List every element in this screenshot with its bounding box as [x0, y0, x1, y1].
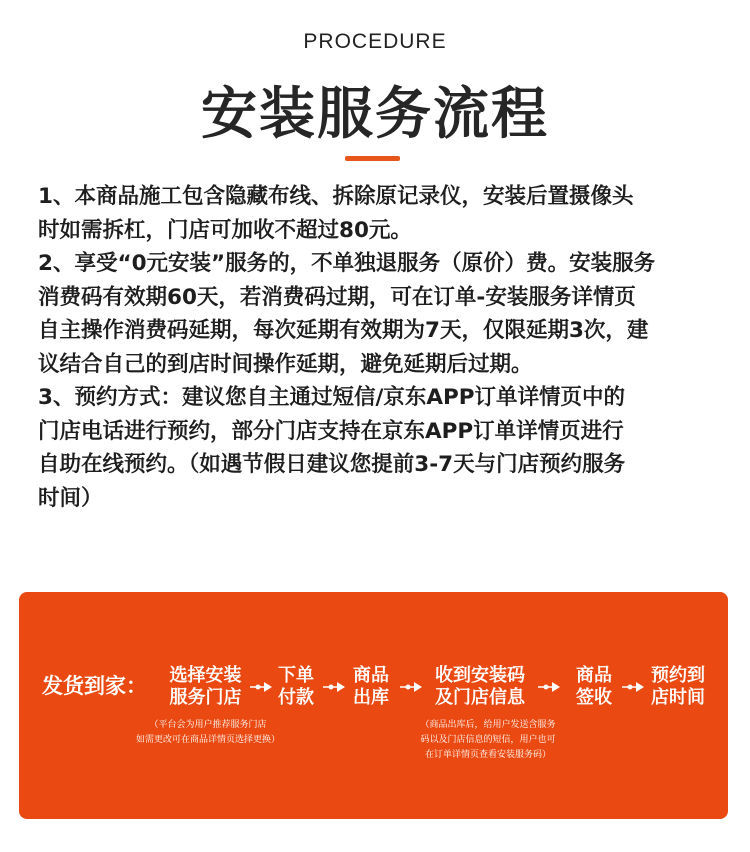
- step-line: 下单: [278, 665, 314, 686]
- note-line: 如需更改可在商品详情页选择更换）: [135, 735, 280, 745]
- step-line: 商品: [576, 665, 612, 686]
- arrow-right-icon: [538, 681, 560, 693]
- description-text: [38, 180, 718, 515]
- note-line: 码以及门店信息的短信，用户也可: [420, 735, 556, 745]
- text-line: 消费码有效期60天，若消费码过期，可在订单-安装服务详情页: [38, 284, 636, 310]
- step-book-time: [646, 665, 710, 709]
- text-line: 门店电话进行预约，部分门店支持在京东APP订单详情页进行: [38, 418, 624, 444]
- step-line: 出库: [353, 687, 389, 708]
- step-select-store: [163, 665, 248, 709]
- arrow-right-icon: [250, 681, 272, 693]
- step-line: 收到安装码: [435, 665, 525, 686]
- arrow-right-icon: [400, 681, 422, 693]
- note-service-code: [398, 718, 578, 763]
- step-receive-code: [424, 665, 536, 709]
- procedure-subtitle: PROCEDURE: [303, 30, 447, 53]
- text-line: 2、享受“0元安装”服务的，不单独退服务（原价）费。安装服务: [38, 251, 656, 276]
- step-line: 付款: [278, 687, 314, 708]
- text-line: 时如需拆杠，门店可加收不超过80元。: [38, 217, 412, 243]
- step-order-pay: [272, 665, 320, 709]
- text-line: 自助在线预约。（如遇节假日建议您提前3-7天与门店预约服务: [38, 452, 626, 477]
- note-line: 在订单详情页查看安装服务码）: [424, 750, 551, 760]
- step-line: 签收: [576, 687, 612, 708]
- title-underline: [345, 156, 400, 161]
- note-store-recommend: [118, 718, 298, 748]
- step-line: 预约到: [651, 665, 705, 686]
- step-line: 店时间: [651, 687, 705, 708]
- step-signed: [570, 665, 618, 709]
- text-line: 议结合自己的到店时间操作延期，避免延期后过期。: [38, 351, 533, 377]
- step-line: 服务门店: [169, 687, 242, 708]
- text-line: 时间）: [38, 485, 103, 511]
- note-line: （商品出库后，给用户发送含服务: [420, 720, 556, 730]
- step-line: 选择安装: [169, 665, 242, 686]
- step-line: 及门店信息: [435, 687, 525, 708]
- step-shipped: [347, 665, 395, 709]
- page-title: 安装服务流程: [201, 82, 549, 147]
- arrow-right-icon: [323, 681, 345, 693]
- text-line: 1、本商品施工包含隐藏布线、拆除原记录仪，安装后置摄像头: [38, 184, 634, 209]
- step-line: 商品: [353, 665, 389, 686]
- text-line: 自主操作消费码延期，每次延期有效期为7天，仅限延期3次，建: [38, 318, 649, 343]
- note-line: （平台会为用户推荐服务门店: [149, 720, 267, 730]
- flow-label: 发货到家：: [42, 674, 147, 698]
- text-line: 3、预约方式：建议您自主通过短信/京东APP订单详情页中的: [38, 385, 625, 410]
- arrow-right-icon: [622, 681, 644, 693]
